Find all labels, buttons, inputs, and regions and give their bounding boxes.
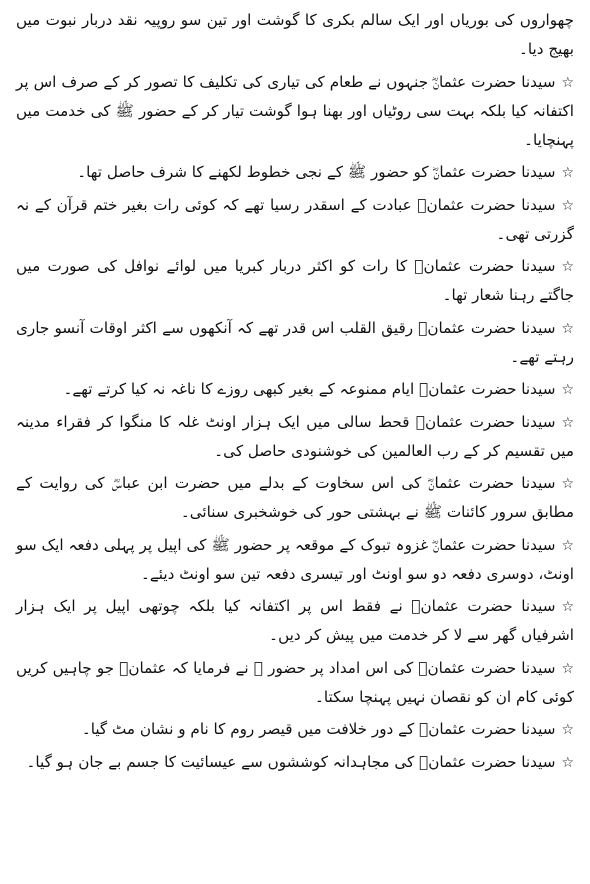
bullet-paragraph (16, 592, 574, 650)
star-icon: ☆ (561, 259, 574, 275)
paragraph-text: سیدنا حضرت عثمانؓ کی مجاہدانہ کوششوں سے عیسائیت کا جسم بے جان ہو گیا۔ (26, 752, 556, 771)
paragraph-text: سیدنا حضرت عثمانؓ کے دور خلافت میں قیصر روم کا نام و نشان مٹ گیا۔ (81, 720, 556, 738)
paragraph-text: سیدنا حضرت عثمانؓ ایام ممنوعہ کے بغیر کبھی روزے کا ناغہ نہ کیا کرتے تھے۔ (63, 380, 556, 398)
bullet-paragraph (16, 375, 574, 404)
bullet-paragraph (16, 408, 574, 466)
paragraph-text: سیدنا حضرت عثمانؓ غزوہ تبوک کے موقعہ پر حضور ﷺ کی اپیل پر پہلی دفعہ ایک سو اونٹ، دوسری دفعہ دو سو اونٹ اور تیسری دفعہ تین سو اونٹ دیئے۔ (16, 535, 574, 583)
star-icon: ☆ (561, 599, 574, 615)
paragraph-text: سیدنا حضرت عثمانؓ کی اس امداد پر حضور ﷺ نے فرمایا کہ عثمانؓ جو چاہیں کریں کوئی کام ان کو نقصان نہیں پہنچا سکتا۔ (16, 658, 574, 706)
bullet-paragraph (16, 252, 574, 310)
star-icon: ☆ (561, 754, 574, 771)
paragraph-text: سیدنا حضرت عثمانؓ رقیق القلب اس قدر تھے کہ آنکھوں سے اکثر اوقات آنسو جاری رہتے تھے۔ (16, 318, 574, 366)
paragraph-text: چھواروں کی بوریاں اور ایک سالم بکری کا گوشت اور تین سو روپیہ نقد دربار نبوت میں بھیج دیا۔ (16, 11, 574, 58)
star-icon: ☆ (561, 722, 574, 738)
bullet-paragraph (16, 715, 574, 744)
star-icon: ☆ (561, 320, 574, 337)
paragraph-text: سیدنا حضرت عثمانؓ کو حضور ﷺ کے نجی خطوط لکھنے کا شرف حاصل تھا۔ (77, 163, 556, 181)
bullet-paragraph (16, 158, 574, 187)
star-icon: ☆ (561, 476, 574, 492)
star-icon: ☆ (561, 197, 574, 214)
paragraph-text: سیدنا حضرت عثمانؓ کا رات کو اکثر دربار کبریا میں لوائے نوافل کی صورت میں جاگتے رہنا شعار تھا۔ (16, 257, 574, 304)
paragraph-text: سیدنا حضرت عثمانؓ نے فقط اس پر اکتفانہ کیا بلکہ چوتھی اپیل پر ایک ہزار اشرفیاں گھر سے لا کر خدمت میں پیش کر دیں۔ (16, 597, 574, 644)
bullet-paragraph (16, 314, 574, 372)
star-icon: ☆ (561, 537, 574, 554)
star-icon: ☆ (561, 165, 574, 181)
star-icon: ☆ (561, 660, 574, 677)
paragraph-text: سیدنا حضرت عثمانؓ قحط سالی میں ایک ہزار اونٹ غلہ کا منگوا کر فقراء مدینہ میں تقسیم کر کے رب العالمین کی خوشنودی حاصل کی۔ (16, 412, 574, 460)
paragraph-text: سیدنا حضرت عثمانؓ کی اس سخاوت کے بدلے میں حضرت ابن عباسؓ کی روایت کے مطابق سرور کائنات ﷺ نے بہشتی حور کی خوشخبری سنائی۔ (16, 474, 574, 521)
bullet-paragraph (16, 191, 574, 249)
bullet-paragraph (16, 469, 574, 527)
bullet-paragraph (16, 654, 574, 712)
paragraph-text: سیدنا حضرت عثمانؓ عبادت کے اسقدر رسیا تھے کہ کوئی رات بغیر ختم قرآن کے نہ گزرتی تھی۔ (16, 195, 574, 243)
paragraph-intro (16, 6, 574, 64)
bullet-paragraph (16, 531, 574, 589)
bullet-paragraph (16, 68, 574, 155)
bullet-paragraph (16, 748, 574, 777)
star-icon: ☆ (561, 382, 574, 398)
star-icon: ☆ (561, 414, 574, 431)
star-icon: ☆ (561, 74, 574, 91)
paragraph-text: سیدنا حضرت عثمانؓ جنہوں نے طعام کی تیاری کی تکلیف کا تصور کر کے صرف اس پر اکتفانہ کیا بلکہ بہت سی روٹیاں اور بھنا ہوا گوشت تیار کر کے حضور ﷺ کی خدمت میں پہنچایا۔ (16, 72, 574, 149)
